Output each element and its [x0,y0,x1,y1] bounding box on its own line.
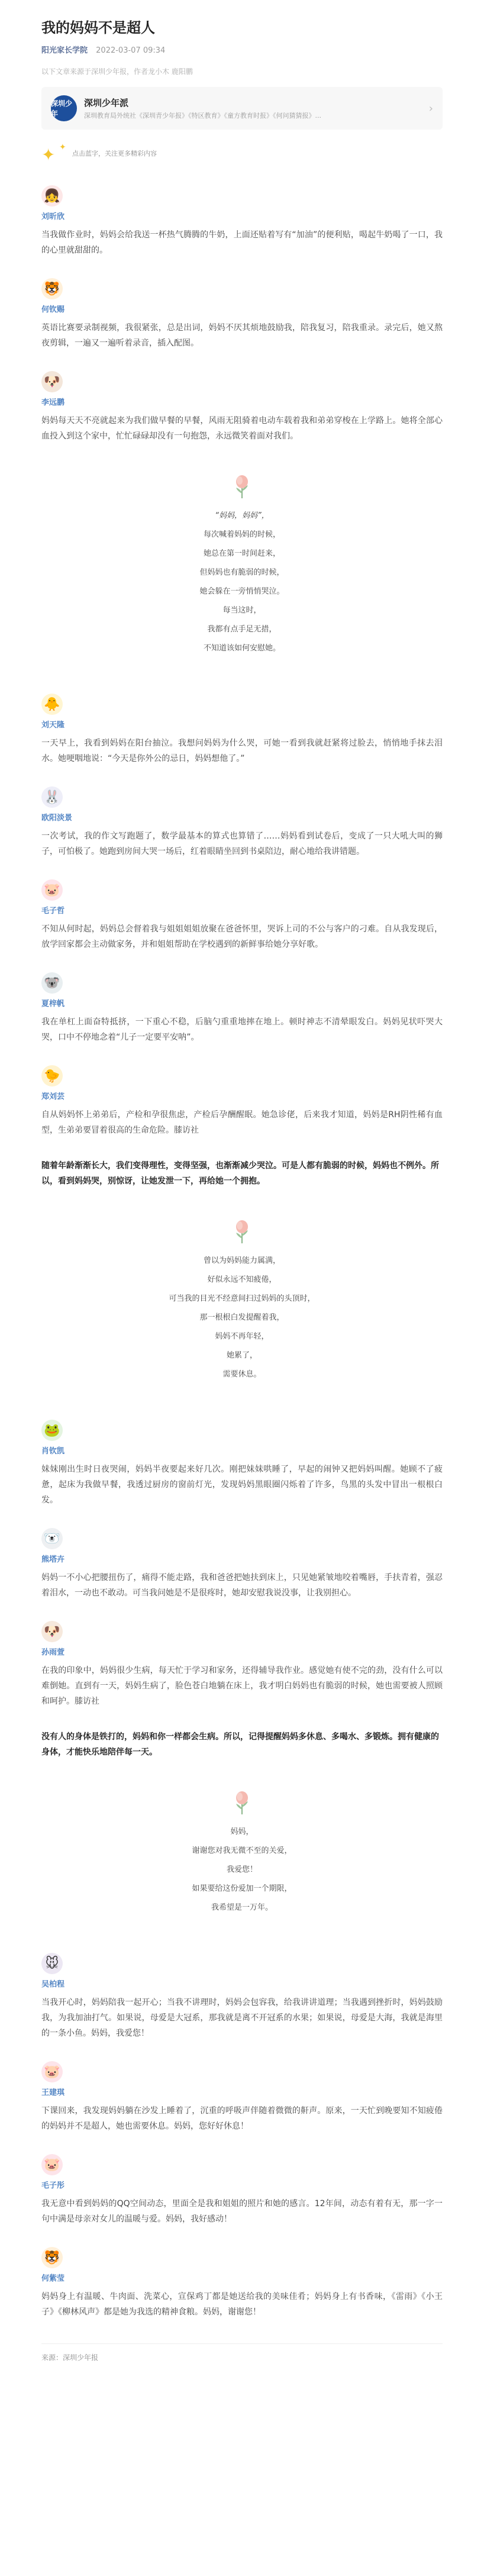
avatar-icon: 🐤 [41,1065,63,1087]
student-name: 欧阳淡景 [41,814,73,823]
student-entry [41,786,443,859]
student-text: 妈妈一不小心把腰扭伤了，痛得不能走路，我和爸爸把她扶到床上，只见她紧皱地咬着嘴唇，手扶青着，强忍着泪水，一动也不敢动。可当我问她是不是很疼时，她却安慰我说没事，让我别担心。 [41,1573,443,1598]
student-text: 一天早上，我看到妈妈在阳台抽泣。我想问妈妈为什么哭，可她一看到我就赶紧将过脸去，悄悄地手抹去泪水。她哽咽地说：“今天是你外公的忌日，妈妈想他了。” [41,739,443,763]
student-entry [41,1528,443,1601]
sparkle-icon: ✦ ✦ [41,143,66,165]
publish-date: 2022-03-07 09:34 [96,46,166,55]
student-entry [41,1065,443,1138]
student-name: 王建琪 [41,2088,65,2097]
poem-line: 我都有点手足无措， [207,625,277,634]
avatar-icon: 👧 [41,185,63,207]
highlight-paragraph-2: 没有人的身体是铁打的，妈妈和你一样都会生病。所以，记得提醒妈妈多休息、多喝水、多锻炼。拥有健康的身体，才能快乐地陪伴每一天。 [41,1732,439,1757]
intro-text: 点击蓝字，关注更多精彩内容 [72,150,157,157]
student-name: 熊塔卉 [41,1555,65,1564]
chevron-right-icon: › [428,102,433,115]
student-entry [41,2154,443,2227]
student-name: 刘天隆 [41,721,65,730]
poem-line: 妈妈不再年轻， [215,1332,269,1341]
account-desc: 深圳教育局外统社《深圳青少年报》《特区教育》《童方教育时报》《何问猜猜报》... [84,112,321,120]
student-entry [41,185,443,258]
poem-line: 我爱您！ [226,1865,257,1874]
poem-line: 她累了， [226,1351,257,1360]
poem-line: 曾以为妈妈能力属满， [203,1256,280,1265]
poem-line: 每次喊着妈妈的时候， [203,530,280,539]
poem-line: 如果要给这份爱加一个期限， [192,1884,292,1893]
poem-title: “妈妈，妈妈”， [215,511,269,520]
poem-line: 好似永远不知疲倦， [207,1275,277,1284]
student-text: 我在单杠上面奋特抵挤，一下重心不稳，后脑勺重重地摔在地上。顿时神志不清晕眼发白。妈妈见状吓哭大哭，口中不停地念着“儿子一定要平安呐”。 [41,1017,443,1042]
student-entry [41,694,443,766]
student-name: 何紫莹 [41,2274,65,2283]
poem-line: 我希望是一万年。 [211,1903,273,1912]
avatar-icon: 🐯 [41,2247,63,2268]
poem-2 [41,1218,443,1384]
account-logo-icon: 深圳少年 [51,95,77,121]
student-entry [41,2247,443,2320]
student-name: 毛子彤 [41,2181,65,2190]
account-name: 深圳少年派 [84,98,129,108]
section-entries-1 [41,185,443,444]
section-entries-3 [41,1420,443,1709]
student-entry [41,972,443,1045]
article-source: 来源：深圳少年报 [41,2343,443,2362]
student-entry [41,371,443,444]
student-text: 妈妈每天天不亮就起来为我们做早餐的早餐，风雨无阻骑着电动车载着我和弟弟穿梭在上学路上。她将全部心血投入到这个家中，忙忙碌碌却没有一句抱怨，永远微笑着面对我们。 [41,416,443,441]
avatar-icon: 🐷 [41,2154,63,2175]
poem-line: 不知道该如何安慰她。 [203,644,280,653]
student-text: 不知从何时起，妈妈总会督着我与姐姐姐姐放聚在爸爸怀里，哭诉上司的不公与客户的刁难。自从我发现后，放学回家都会主动做家务，并和姐姐帮助在学校遇到的新鲜事给她分享好歌。 [41,924,443,949]
student-text: 英语比赛要录制视频，我很紧张，总是出词，妈妈不厌其烦地鼓励我，陪我复习，陪我重录。录完后，她又熬夜剪辑，一遍又一遍听着录音，插入配图。 [41,323,443,348]
poem-line: 谢谢您对我无微不至的关爱， [192,1846,292,1855]
student-entry [41,879,443,952]
poem-1 [41,473,443,658]
section-entries-2 [41,694,443,1138]
student-entry [41,2061,443,2134]
student-text: 当我做作业时，妈妈会给我送一杯热气腾腾的牛奶，上面还贴着写有“加油”的便利贴，喝起牛奶喝了一口，我的心里就甜甜的。 [41,230,443,255]
poem-line: 但妈妈也有脆弱的时候， [199,568,285,577]
student-text: 下课回来，我发现妈妈躺在沙发上睡着了，沉重的呼吸声伴随着微微的鼾声。原来，一天忙到晚要知不知疲倦的妈妈并不是超人，她也需要休息。妈妈，您好好休息！ [41,2106,443,2131]
poem-line: 需要休息。 [222,1370,262,1379]
poem-line: 可当我的目光不经意间扫过妈妈的头顶时， [169,1294,315,1303]
avatar-icon: 🐶 [41,371,63,392]
student-text: 一次考试，我的作文写跑题了，数学最基本的算式也算错了……妈妈看到试卷后，变成了一只大吼大叫的狮子，可怕极了。她跑到房间大哭一场后，红着眼睛坐回到书桌陪边，耐心地给我讲错题。 [41,831,443,856]
avatar-icon: 🐻‍❄️ [41,1528,63,1549]
student-name: 肖钦凯 [41,1447,65,1456]
student-entry [41,1420,443,1508]
student-name: 夏梓帆 [41,1000,65,1008]
avatar-icon: 🐨 [41,972,63,994]
section-entries-4 [41,1953,443,2320]
avatar-icon: 🐥 [41,694,63,715]
avatar-icon: 🐷 [41,879,63,901]
article-title: 我的妈妈不是超人 [41,20,155,36]
flower-icon [231,1218,253,1245]
avatar-icon: 🐷 [41,2061,63,2082]
student-text: 我无意中看到妈妈的QQ空间动态，里面全是我和姐姐的照片和她的感言。12年间，动态有着有无，那一字一句中满是母亲对女儿的温暖与爱。妈妈，我好感动！ [41,2199,443,2224]
student-name: 何钦赐 [41,305,65,314]
account-card[interactable] [41,87,443,130]
avatar-icon: 🐶 [41,1621,63,1642]
student-name: 毛子哲 [41,907,65,915]
student-text: 自从妈妈怀上弟弟后，产检和孕很焦虑，产检后孕酬醒眠。她急诊佬，后来我才知道，妈妈是RH阴性稀有血型，生弟弟要冒着很高的生命危险。膝访社 [41,1110,443,1135]
student-entry [41,1953,443,2041]
poem-line: 她会躲在一旁悄悄哭泣。 [199,587,285,596]
student-name: 郑刘芸 [41,1092,65,1101]
student-name: 孙雨萱 [41,1648,65,1657]
intro-banner [41,143,443,164]
student-text: 当我开心时，妈妈陪我一起开心；当我不讲理时，妈妈会包容我，给我讲讲道理；当我遇到挫折时，妈妈鼓励我，为我加油打气。如果说，母爱是大冠系，那我就是离不开冠系的水果；如果说，母爱是大海，我就是海里的一条小鱼。妈妈，我爱您！ [41,1998,443,2038]
article-meta [41,44,443,55]
student-name: 李远鹏 [41,398,65,407]
student-entry [41,1621,443,1709]
poem-line: 那一根根白发提醒着我， [199,1313,285,1322]
author-link[interactable]: 阳光家长学院 [41,46,88,55]
avatar-icon: 🐸 [41,1420,63,1441]
avatar-icon: 🐯 [41,278,63,299]
flower-icon [231,1790,253,1816]
poem-line: 每当这时， [222,606,262,615]
avatar-icon: 🐭 [41,1953,63,1974]
flower-icon [231,473,253,499]
student-text: 妹妹刚出生时日夜哭闹，妈妈半夜要起来好几次。刚把妹妹哄睡了，早起的闹钟又把妈妈叫醒。她顾不了疲惫，起床为我做早餐，我透过厨房的窗前灯光，发现妈妈黑眼圈闪烁着了许多，鸟黑的头发中冒出一根根白发。 [41,1465,443,1505]
avatar-icon: 🐰 [41,786,63,808]
poem-line: 她总在第一时间赶来， [203,549,280,558]
student-entry [41,278,443,351]
poem-3 [41,1790,443,1917]
student-name: 吴柏程 [41,1980,65,1989]
student-text: 妈妈身上有温暖、牛肉面、洗菜心，宣保鸡丁都是她送给我的美味佳肴；妈妈身上有书香味，《雷雨》《小王子》《柳林风声》都是她为我选的精神食粮。妈妈，谢谢您！ [41,2292,443,2317]
highlight-paragraph-1: 随着年龄渐渐长大，我们变得理性，变得坚强，也渐渐减少哭泣。可是人都有脆弱的时候，妈妈也不例外。所以，看到妈妈哭，别惊讶，让她发泄一下，再给她一个拥抱。 [41,1161,439,1186]
poem-line: 妈妈， [230,1827,254,1836]
student-name: 刘昕欣 [41,212,65,221]
student-text: 在我的印象中，妈妈很少生病，每天忙于学习和家务，还得辅导我作业。感觉她有使不完的劲，没有什么可以难倒她。直到有一天，妈妈生病了，脸色苍白地躺在床上，我才明白妈妈也有脆弱的时候，她也需要被人照顾和呵护。膝访社 [41,1666,443,1706]
source-notice: 以下文章来源于深圳少年报，作者龙小木 鹿阳鹏 [41,67,193,76]
